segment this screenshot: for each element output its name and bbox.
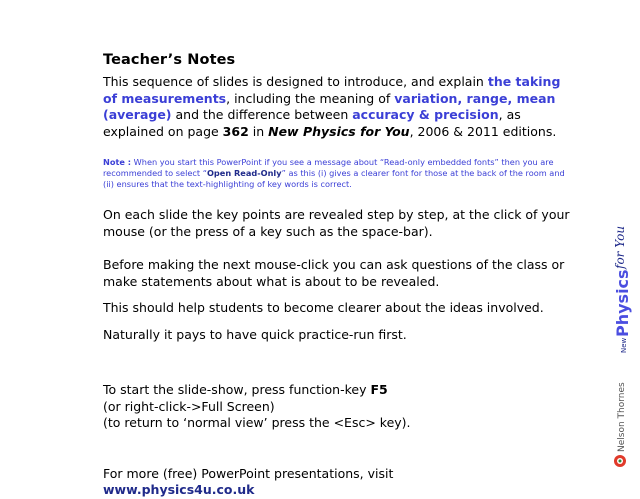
paragraph-reveal: On each slide the key points are revealed step by step, at the click of your mouse (or the press of a key such as the space-bar). [103,207,570,239]
key-term-variation: variation, range, mean (average) [103,90,556,122]
logo-new: New [620,337,628,353]
function-key: F5 [370,382,388,397]
publisher-name: Nelson Thornes [617,382,627,452]
start-line-3: (to return to ‘normal view’ press the <Esc> key). [103,415,411,430]
paragraph-questions: Before making the next mouse-click you can ask questions of the class or make statements about what is about to be revealed. [103,257,565,289]
nelson-thornes-logo [610,355,638,470]
paragraph-clearer: This should help students to become clearer about the ideas involved. [103,300,544,315]
note-highlight: Open Read-Only [206,168,282,178]
key-term-accuracy: accuracy & precision [352,107,499,122]
intro-paragraph: This sequence of slides is designed to introduce, and explain the taking of measurements, including the meaning of variation, range, mean (average) and the difference between accuracy & precision, as explained on page 362 in New Physics for You, 2006 & 2011 editions. [103,74,561,139]
more-text: For more (free) PowerPoint presentations, visit [103,465,394,481]
logo-for-you: for You [613,225,627,269]
page-title: Teacher’s Notes [103,52,236,68]
new-physics-for-you-logo [604,225,636,355]
notes-content [103,52,573,499]
book-title: New Physics for You [268,123,410,139]
paragraph-practice: Naturally it pays to have quick practice-run first. [103,326,407,342]
page-number: 362 [222,123,249,139]
start-line-2: (or right-click->Full Screen) [103,398,275,414]
note-paragraph: Note : When you start this PowerPoint if you see a message about “Read-only embedded fonts” then you are recommended to select “Open Read-Only” as this (i) gives a clearer font for those at the back of the room and (ii) ensures that the text-highlighting of key words is correct. [103,157,565,189]
key-term-measurements: the taking of measurements [103,74,561,106]
start-line-1: To start the slide-show, press function-key F5 [103,382,388,397]
logo-physics: Physics [613,269,632,337]
website-link[interactable]: www.physics4u.co.uk [103,482,255,497]
note-label: Note : [103,157,132,167]
